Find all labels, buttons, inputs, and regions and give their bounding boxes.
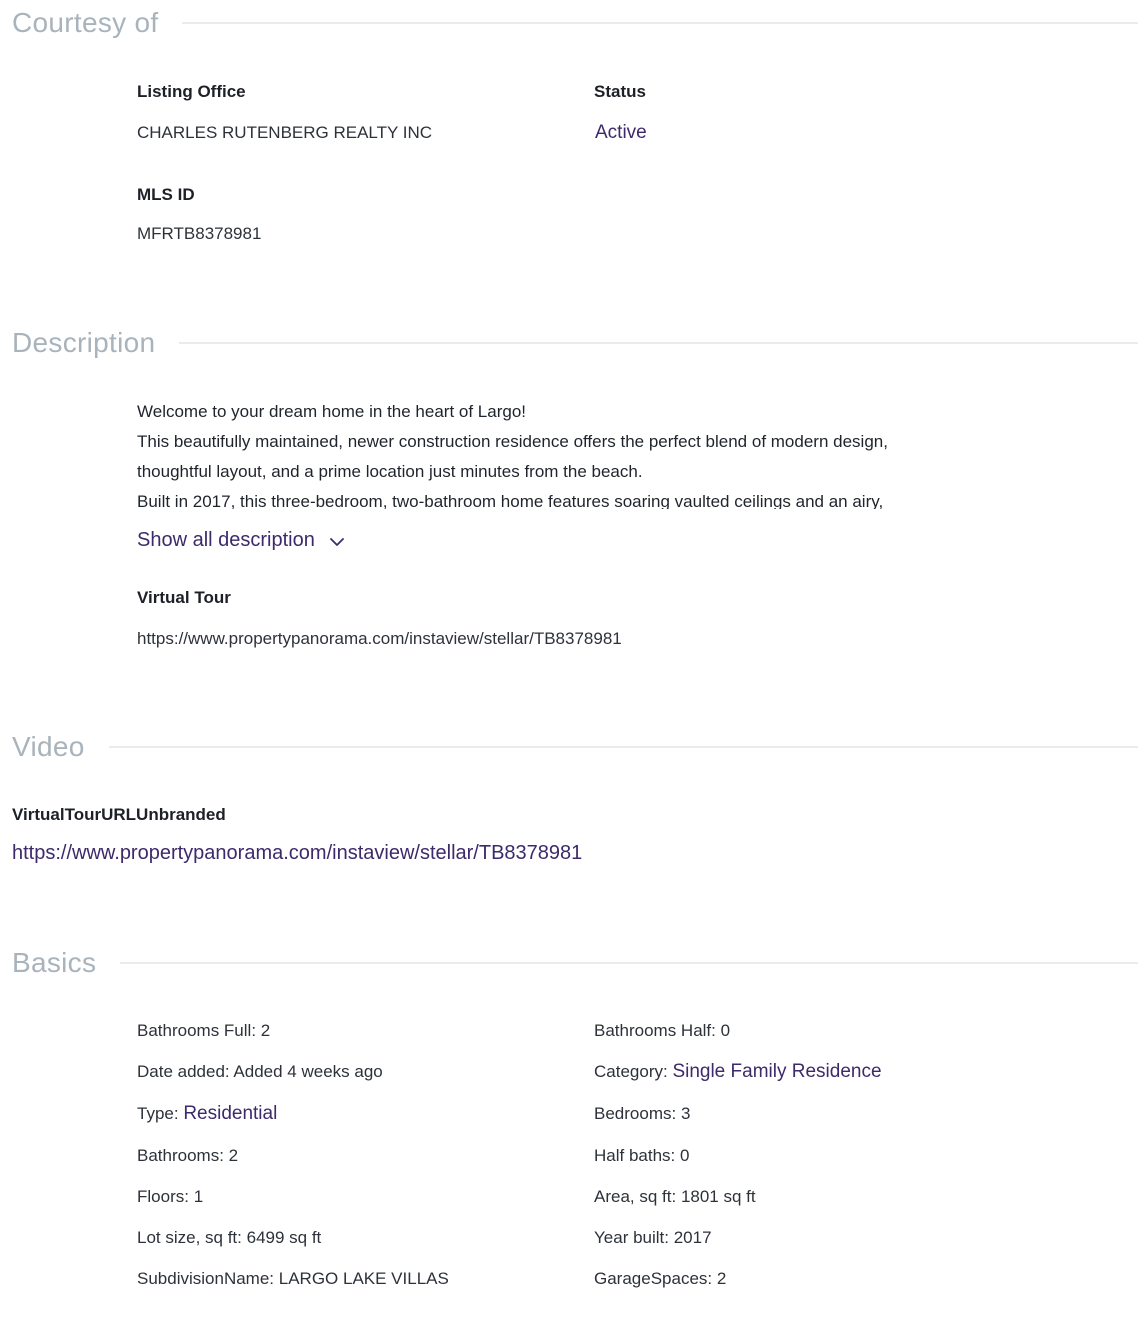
listing-office-value: CHARLES RUTENBERG REALTY INC [137, 123, 433, 142]
mls-id-label: MLS ID [137, 185, 195, 204]
basics-item [594, 1228, 712, 1248]
basics-key: Bathrooms Half: [594, 1021, 721, 1040]
basics-key: Bathrooms Full: [137, 1021, 261, 1040]
basics-key: Category: [594, 1062, 673, 1081]
basics-item [594, 1021, 730, 1041]
basics-key: Date added: [137, 1062, 234, 1081]
virtual-tour-url: https://www.propertypanorama.com/instaview/stellar/TB8378981 [137, 629, 622, 648]
basics-item [137, 1187, 203, 1207]
virtual-tour-label: Virtual Tour [137, 588, 231, 607]
description-line: Built in 2017, this three-bedroom, two-bathroom home features soaring vaulted ceilings and an airy, [137, 492, 884, 509]
mls-id-value: MFRTB8378981 [137, 224, 262, 243]
basics-key: Bedrooms: [594, 1104, 681, 1123]
description-text [137, 397, 1017, 509]
chevron-down-icon [329, 533, 345, 549]
description-line: Welcome to your dream home in the heart of Largo! [137, 402, 526, 421]
status-value: Active [595, 122, 647, 143]
basics-item [137, 1146, 238, 1166]
basics-item [594, 1187, 756, 1207]
basics-value-link[interactable]: Single Family Residence [672, 1061, 882, 1082]
basics-key: Floors: [137, 1187, 194, 1206]
section-divider [109, 746, 1138, 748]
video-url-link[interactable]: https://www.propertypanorama.com/instaview/stellar/TB8378981 [12, 842, 583, 864]
basics-value: 0 [680, 1146, 690, 1165]
show-all-description-button[interactable] [137, 529, 345, 552]
basics-value: 2 [260, 1021, 271, 1040]
basics-value: 2 [716, 1269, 727, 1288]
basics-item [137, 1269, 449, 1289]
basics-value: 6499 sq ft [246, 1228, 322, 1247]
basics-key: Area, sq ft: [594, 1187, 681, 1206]
courtesy-section-title: Courtesy of [12, 7, 159, 38]
basics-key: SubdivisionName: [137, 1269, 279, 1288]
basics-item [594, 1269, 726, 1289]
basics-key: Type: [137, 1104, 184, 1123]
section-divider [179, 342, 1138, 344]
status-label: Status [594, 82, 646, 101]
basics-key: Year built: [594, 1228, 674, 1247]
video-url-label: VirtualTourURLUnbranded [12, 805, 226, 824]
section-divider [120, 962, 1138, 964]
description-line: This beautifully maintained, newer construction residence offers the perfect blend of modern design, [137, 432, 888, 451]
description-line: thoughtful layout, and a prime location just minutes from the beach. [137, 462, 643, 481]
basics-item [137, 1228, 321, 1248]
basics-item [594, 1146, 689, 1166]
basics-section-title: Basics [12, 947, 97, 978]
basics-value: 2 [228, 1146, 239, 1165]
basics-item [137, 1103, 277, 1125]
show-all-description-label: Show all description [137, 529, 315, 551]
basics-value: 0 [720, 1021, 731, 1040]
video-section-title: Video [12, 731, 85, 762]
basics-value: 3 [680, 1104, 691, 1123]
listing-office-label: Listing Office [137, 82, 246, 101]
basics-item [594, 1104, 690, 1124]
courtesy-section-header [12, 7, 1138, 39]
basics-value: LARGO LAKE VILLAS [278, 1269, 449, 1288]
video-section-header [12, 731, 1138, 763]
basics-value: 2017 [673, 1228, 712, 1247]
basics-value-link[interactable]: Residential [183, 1103, 278, 1124]
basics-key: Lot size, sq ft: [137, 1228, 247, 1247]
basics-item [594, 1061, 882, 1083]
basics-key: Bathrooms: [137, 1146, 229, 1165]
basics-value: 1 [193, 1187, 204, 1206]
basics-key: Half baths: [594, 1146, 680, 1165]
basics-key: GarageSpaces: [594, 1269, 717, 1288]
basics-item [137, 1021, 270, 1041]
basics-item [137, 1062, 383, 1082]
basics-value: Added 4 weeks ago [233, 1062, 383, 1081]
section-divider [182, 22, 1138, 24]
basics-section-header [12, 947, 1138, 979]
basics-value: 1801 sq ft [680, 1187, 756, 1206]
description-section-title: Description [12, 327, 156, 358]
description-section-header [12, 327, 1138, 359]
